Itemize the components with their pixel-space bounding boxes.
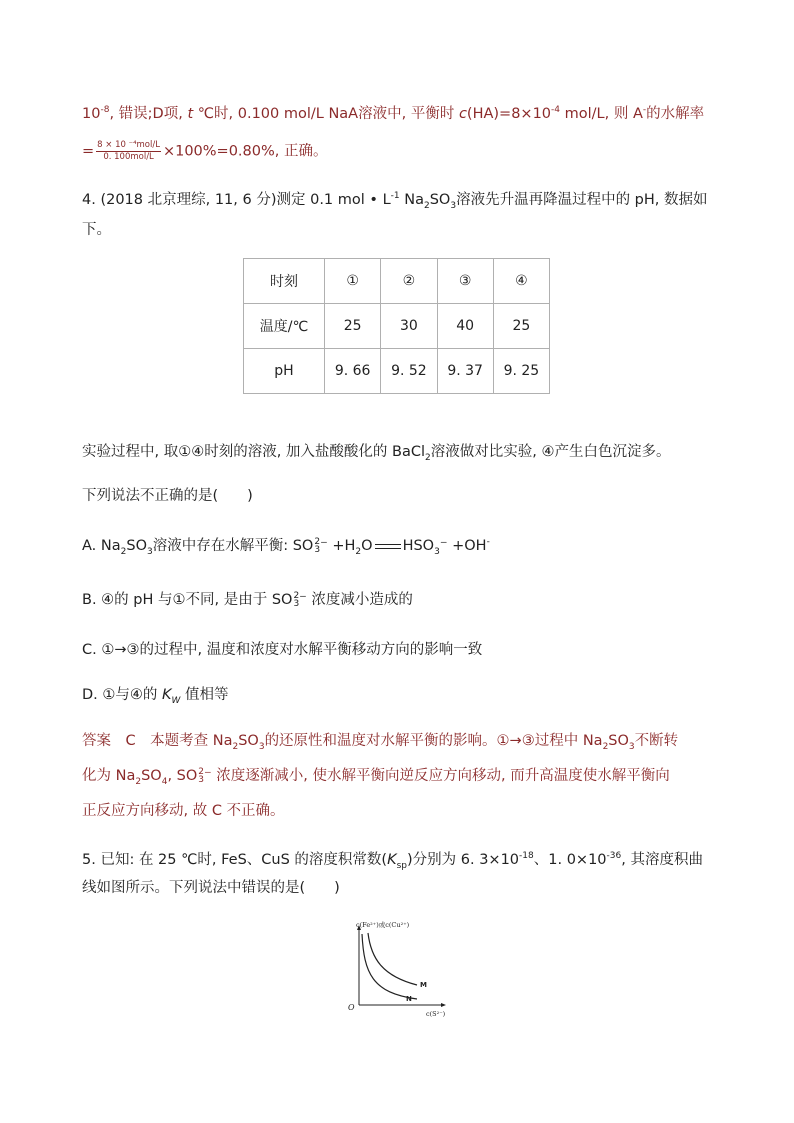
option-d: D. ①与④的 $K_W$ 值相等 [82,687,229,706]
curve-m [368,933,417,985]
q4-experiment-text: 实验过程中, 取①④时刻的溶液, 加入盐酸酸化的 BaCl$_2$溶液做对比实验, ④产生白色沉淀多。 [82,444,671,463]
x-axis-arrow-icon [441,1003,446,1007]
q4-prompt: 下列说法不正确的是( ) [82,488,253,504]
table-cell: ③ [437,259,493,304]
table-cell: pH [244,349,325,394]
q4-stem-line1: 4. (2018 北京理综, 11, 6 分)测定 0.1 mol • $L^{-1}$ $Na_2SO_3$溶液先升温再降温过程中的 pH, 数据如 [82,191,708,211]
table-header-row [244,259,550,304]
table-row [244,304,550,349]
curve-n-label: N [406,995,412,1003]
prev-solution-line1: $10^{-8}$, 错误;D项, t ℃时, 0.100 mol/L NaA溶液中, 平衡时 $c(HA)=8\times 10^{-4}$ mol/L, 则 A-的水解率 [82,105,705,122]
table-cell: 时刻 [244,259,325,304]
answer-line2: 化为 $Na_2SO_4$, SO 2 3 ⁻ 浓度逐渐减小, 使水解平衡向逆反应方向移动, 而升高温度使水解平衡向 [82,767,670,787]
q4-stem-line2: 下。 [82,222,111,238]
table-cell: 25 [325,304,381,349]
y-axis-label: c(Fe²⁺)或c(Cu²⁺) [356,921,410,929]
ph-data-table [243,258,550,394]
table-cell: 30 [381,304,437,349]
table-cell: 9. 66 [325,349,381,394]
table-cell: 温度/℃ [244,304,325,349]
table-cell: 9. 52 [381,349,437,394]
option-a: A. $Na_2SO_3$溶液中存在水解平衡: SO 2 3 ⁻ $+H_2O$ $HSO_3^- +OH^-$ [82,537,490,557]
table-cell: 25 [493,304,549,349]
table-cell: ② [381,259,437,304]
hydrolysis-fraction: $\frac{\text{8 × 10 ⁻⁴mol/L}}{\text{0. 100mol/L}}$ [97,140,160,162]
origin-label: O [348,1003,355,1012]
table-cell: 9. 25 [493,349,549,394]
table-cell: ④ [493,259,549,304]
table-cell: 9. 37 [437,349,493,394]
q5-stem-line2: 线如图所示。下列说法中错误的是( ) [82,880,340,896]
equilibrium-arrow-icon [375,543,401,550]
table-cell: 40 [437,304,493,349]
option-c: C. ①→③的过程中, 温度和浓度对水解平衡移动方向的影响一致 [82,642,483,658]
curve-m-label: M [420,981,427,989]
table-cell: ① [325,259,381,304]
option-b: B. ④的 pH 与①不同, 是由于 SO 2 3 ⁻ 浓度减小造成的 [82,591,413,609]
q5-stem-line1: 5. 已知: 在 25 ℃时, FeS、CuS 的溶度积常数$(K_{sp})$分别为 6. $3\times 10^{-18}$、1. $0\times 10^{-36}$, 其溶度积曲 [82,851,703,871]
solubility-curve-graph [342,918,452,1020]
table-row [244,349,550,394]
x-axis-label: c(S²⁻) [426,1010,446,1018]
prev-solution-line2: = $\frac{\text{8 × 10 ⁻⁴mol/L}}{\text{0. 100mol/L}}$ ×100%=0.80%, 正确。 [82,140,328,162]
answer-line3: 正反应方向移动, 故 C 不正确。 [82,803,285,819]
answer-line1: 答案 C 本题考查 $Na_2SO_3$的还原性和温度对水解平衡的影响。①→③过程中 $Na_2SO_3$不断转 [82,733,679,752]
